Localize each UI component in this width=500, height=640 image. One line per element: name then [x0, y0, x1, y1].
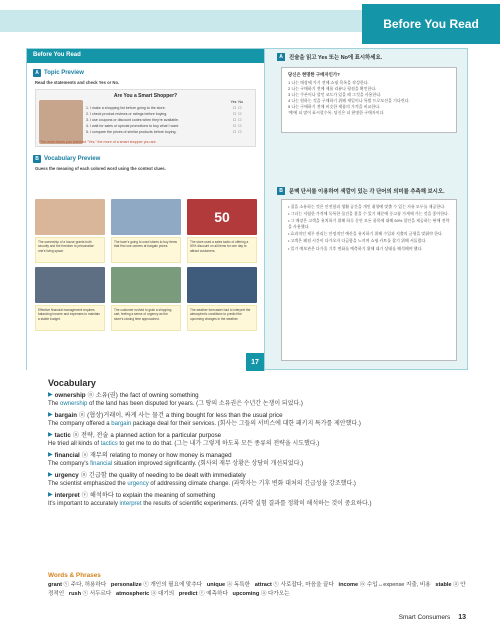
- phrase-meaning: ⓥ 주다, 허용하다: [63, 582, 107, 588]
- vocab-caption: The ownership of a house grants both security and the freedom to personalize one's living space.: [35, 237, 105, 263]
- part-of-speech: ⓥ: [81, 492, 88, 499]
- topic-preview-instruction: Read the statements and check Yes or No.: [35, 80, 120, 85]
- part-of-speech: ⓝ: [72, 432, 79, 439]
- translation-bullet: • 효과적인 재무 관리는 안정적인 예산을 유지하기 위해 수입과 지출의 균형을 맞춰야 한다.: [288, 231, 443, 237]
- quiz-translation-title: 당신은 현명한 구매자인가?: [288, 72, 340, 77]
- vocab-word: financial: [54, 452, 80, 459]
- example-pre: The company's: [48, 461, 91, 467]
- page-footer: [399, 614, 466, 621]
- quiz-title: Are You a Smart Shopper?: [113, 93, 178, 99]
- phrase-word: unique: [206, 582, 226, 588]
- example-pre: He tried all kinds of: [48, 441, 101, 447]
- phrase-word: grant: [48, 582, 62, 588]
- part-of-speech: ⓐ: [81, 452, 88, 459]
- phrase-meaning: ⓐ 다가오는: [260, 591, 290, 597]
- vocab-word: urgency: [54, 472, 79, 479]
- topic-preview-heading: [33, 69, 264, 77]
- phrase-meaning: ⓥ 개인의 필요에 맞추다: [143, 582, 203, 588]
- example-post: of addressing climate change. (과학자는 기후 변화 대처의 긴급성을 강조했다.): [148, 481, 356, 487]
- question-a: [277, 53, 467, 61]
- smart-shopper-quiz: [35, 89, 256, 147]
- footer-label: Smart Consumers: [398, 614, 451, 621]
- vocab-word: tactic: [54, 432, 71, 439]
- english-definition: a planned action for a particular purpose: [110, 432, 222, 439]
- question-a-text: 진술을 읽고 Yes 또는 No에 표시하세요.: [289, 55, 383, 61]
- example-highlight: financial: [90, 461, 113, 467]
- checkbox-pair[interactable]: ☐☐: [233, 112, 244, 116]
- checkbox-pair[interactable]: ☐☐: [233, 124, 244, 128]
- arrow-icon: ▶: [48, 432, 53, 438]
- translation-line: 3 나는 쿠폰이나 할인 코드가 있을 때 그것을 사용한다.: [288, 92, 382, 97]
- vocab-entry: [48, 391, 468, 409]
- arrow-icon: ▶: [48, 492, 53, 498]
- vocab-translation-box: [281, 199, 457, 361]
- korean-meaning: 긴급함: [88, 472, 107, 479]
- vocab-word: ownership: [54, 392, 86, 399]
- phrase-word: upcoming: [232, 591, 260, 597]
- vocab-example: [48, 460, 468, 469]
- example-highlight: bargain: [111, 421, 132, 427]
- arrow-icon: ▶: [48, 412, 53, 418]
- sale-photo: [187, 199, 257, 235]
- quiz-item-text: 2. I check product reviews or ratings before buying.: [86, 112, 168, 116]
- example-highlight: ownership: [60, 401, 88, 407]
- page-number: 13: [458, 614, 466, 621]
- checkbox-pair[interactable]: ☐☐: [233, 106, 244, 110]
- phrase-word: attract: [254, 582, 272, 588]
- vocab-caption: Effective financial management requires balancing income and expenses to maintain a stable budget.: [35, 305, 105, 331]
- example-pre: The: [48, 401, 61, 407]
- quiz-items: [86, 105, 249, 135]
- translation-bullet: • 일기 예보관은 다가올 기후 변화를 예측하기 위해 대기 상태를 해석해야 했다.: [288, 245, 423, 251]
- vocab-definition: [48, 471, 468, 480]
- korean-meaning: 소유(권): [95, 392, 118, 399]
- example-highlight: tactics: [100, 441, 118, 447]
- phrase-word: personalize: [110, 582, 142, 588]
- finance-photo: [35, 267, 105, 303]
- vocab-caption: The store used a sales tactic of offering a 50% discount on all items for one day to attract customers.: [187, 237, 257, 263]
- example-pre: The company offered a: [48, 421, 112, 427]
- phrase-word: stable: [435, 582, 452, 588]
- quiz-item-text: 5. I compare the prices of similar products before buying.: [86, 130, 177, 134]
- checkbox-pair[interactable]: ☐☐: [233, 118, 244, 122]
- translation-column: [271, 49, 467, 251]
- english-definition: the quality of needing to be dealt with immediately: [108, 472, 246, 479]
- weather-photo: [187, 267, 257, 303]
- english-definition: relating to money or how money is managed: [109, 452, 232, 459]
- vocab-caption: The weather forecaster had to interpret the atmospheric conditions to predict the upcoming changes in the weather.: [187, 305, 257, 331]
- phrase-word: atmospheric: [116, 591, 150, 597]
- sale-photo-text: 50: [214, 209, 230, 225]
- part-of-speech: ⓝ: [78, 412, 86, 419]
- vocab-entry: [48, 471, 468, 489]
- vocab-word: bargain: [54, 412, 77, 419]
- korean-meaning: 전략, 전술: [80, 432, 109, 439]
- example-highlight: urgency: [127, 481, 149, 487]
- question-b-text: 문맥 단서를 이용하여 색깔이 있는 각 단어의 의미를 추측해 보시오.: [289, 189, 445, 195]
- no-label: No: [238, 100, 243, 104]
- example-post: the results of scientific experiments. (과학 실험 결과를 정확히 해석하는 것이 중요하다.): [141, 501, 372, 507]
- vocab-entry: [48, 411, 468, 429]
- house-photo: [35, 199, 105, 235]
- english-definition: the fact of owning something: [119, 392, 199, 399]
- vocab-example: [48, 500, 468, 509]
- section-b-badge: B: [33, 155, 41, 163]
- example-post: of the land has been disputed for years. (그 땅의 소유권은 수년간 논쟁이 되었다.): [87, 401, 303, 407]
- phrase-word: rush: [68, 591, 82, 597]
- vocab-word: interpret: [54, 492, 80, 499]
- vocab-example: [48, 480, 468, 489]
- quiz-yes-no-header: [231, 100, 243, 104]
- vocab-caption: The town's going to used stores to buy items that find one-owners at bargain prices.: [111, 237, 181, 263]
- store-photo: [111, 199, 181, 235]
- checkbox-pair[interactable]: ☐☐: [233, 130, 244, 134]
- part-of-speech: ⓝ: [87, 392, 94, 399]
- phrase-meaning: ⓝ 수입↔expense 지출, 비용: [359, 582, 431, 588]
- example-pre: The scientist emphasized the: [48, 481, 128, 487]
- translation-line: 4 나는 원하는 것을 구매하기 위해 세일이나 특별 프로모션을 기다린다.: [288, 98, 410, 103]
- example-post: to get me to do that. (그는 내가 그렇게 하도록 모든 종류의 전략을 시도했다.): [117, 441, 320, 447]
- english-definition: to explain the meaning of something: [115, 492, 216, 499]
- section-a-badge: A: [33, 69, 41, 77]
- phrase-meaning: ⓥ 사로잡다, 마음을 끌다: [273, 582, 334, 588]
- example-highlight: interpret: [119, 501, 142, 507]
- topic-preview-title: Topic Preview: [44, 70, 84, 76]
- quiz-item-text: 3. I use coupons or discount codes when they're available.: [86, 118, 179, 122]
- vocab-definition: [48, 491, 468, 500]
- phrase-meaning: ⓥ 예측하다: [199, 591, 228, 597]
- phrase-meaning: ⓐ 안정적인: [48, 582, 466, 597]
- yes-label: Yes: [230, 100, 237, 104]
- before-you-read-tab: Before You Read: [362, 4, 500, 44]
- vocab-definition: [48, 411, 468, 420]
- shopper-photo: [39, 100, 83, 144]
- translation-bullet: • 집을 소유하는 것은 안전함과 생활 공간을 개인 취향에 맞출 수 있는 자유 모두를 제공한다.: [288, 204, 446, 209]
- student-page-thumbnail: [27, 49, 265, 371]
- vocab-example: [48, 400, 468, 409]
- vocab-preview-heading: [33, 155, 264, 163]
- vocab-definition: [48, 391, 468, 400]
- question-b-badge: B: [277, 187, 285, 195]
- quiz-translation-box: [281, 67, 457, 133]
- english-definition: a thing bought for less than the usual price: [165, 412, 283, 419]
- student-page-number: 17: [246, 353, 264, 371]
- vocab-definition: [48, 431, 468, 440]
- preview-panel: [26, 48, 468, 370]
- translation-line: 1 나는 매장에 가기 전에 쇼핑 목록을 작성한다.: [288, 80, 369, 85]
- example-pre: It's important to accurately: [48, 501, 120, 507]
- vocab-definition: [48, 451, 468, 460]
- arrow-icon: ▶: [48, 472, 53, 478]
- phrase-meaning: ⓐ 독특한: [226, 582, 251, 588]
- example-post: package deal for their services. (회사는 그들의 서비스에 대한 패키지 특가를 제안했다.): [131, 421, 361, 427]
- vocab-caption: The customer rushed to grab a shopping cart, feeling a sense of urgency as the store's closing time approached.: [111, 305, 181, 331]
- words-phrases-list: [48, 581, 468, 599]
- cart-photo: [111, 267, 181, 303]
- vocab-entry: [48, 491, 468, 509]
- vocab-example: [48, 440, 468, 449]
- phrase-word: predict: [178, 591, 198, 597]
- translation-bullet: • 그 매장은 고객을 유치하기 위해 하루 동안 모든 품목에 대해 50% 할인을 제공하는 판매 전략을 사용했다.: [288, 218, 450, 230]
- vocab-example: [48, 420, 468, 429]
- words-and-phrases: [48, 572, 468, 599]
- arrow-icon: ▶: [48, 392, 53, 398]
- part-of-speech: ⓝ: [80, 472, 87, 479]
- korean-meaning: 해석하다: [89, 492, 114, 499]
- arrow-icon: ▶: [48, 452, 53, 458]
- korean-meaning: 재무의: [89, 452, 108, 459]
- translation-line: 5 나는 구매하기 전에 비슷한 제품의 가격을 비교한다.: [288, 104, 381, 109]
- translation-line: '예'에 더 많이 표시할수록, 당신은 더 현명한 구매자이다.: [288, 110, 385, 115]
- phrase-meaning: ⓐ 대기의: [150, 591, 175, 597]
- vocab-entry: [48, 451, 468, 469]
- vocab-entry: [48, 431, 468, 449]
- question-a-badge: A: [277, 53, 285, 61]
- translation-bullet: • 고객은 폐점 시간이 다가오자 다급함을 느끼며 쇼핑 카트를 잡기 위해 서둘렀다.: [288, 238, 427, 244]
- question-b: [277, 187, 445, 195]
- example-post: situation improved significantly. (회사의 재무 상황은 상당히 개선되었다.): [112, 461, 304, 467]
- translation-bullet: • 그녀는 저렴한 가격에 독특한 물건을 찾을 수 있기 때문에 중고품 가게에 가는 것을 좋아한다.: [288, 211, 450, 217]
- vocabulary-title: Vocabulary: [48, 378, 96, 388]
- quiz-footer: The more times you checked "Yes," the more of a smart shopper you are.: [40, 140, 157, 144]
- quiz-item-text: 4. I wait for sales or special promotions to buy what I want.: [86, 124, 180, 128]
- quiz-item: [86, 129, 249, 135]
- quiz-item-text: 1. I make a shopping list before going to the store.: [86, 106, 166, 110]
- phrase-meaning: ⓥ 서두르다: [82, 591, 112, 597]
- vocab-preview-instruction: Guess the meaning of each colored word using the context clues.: [35, 166, 166, 171]
- korean-meaning: (협상)거래이, 싸게 사는 물건: [87, 412, 164, 419]
- phrase-word: income: [338, 582, 359, 588]
- student-page-header: Before You Read: [27, 49, 264, 63]
- vocabulary-section: [48, 378, 468, 511]
- vocab-preview-title: Vocabulary Preview: [44, 156, 101, 162]
- translation-line: 2 나는 구매하기 전에 제품 리뷰나 평점을 확인한다.: [288, 86, 377, 91]
- words-phrases-title: Words & Phrases: [48, 572, 101, 579]
